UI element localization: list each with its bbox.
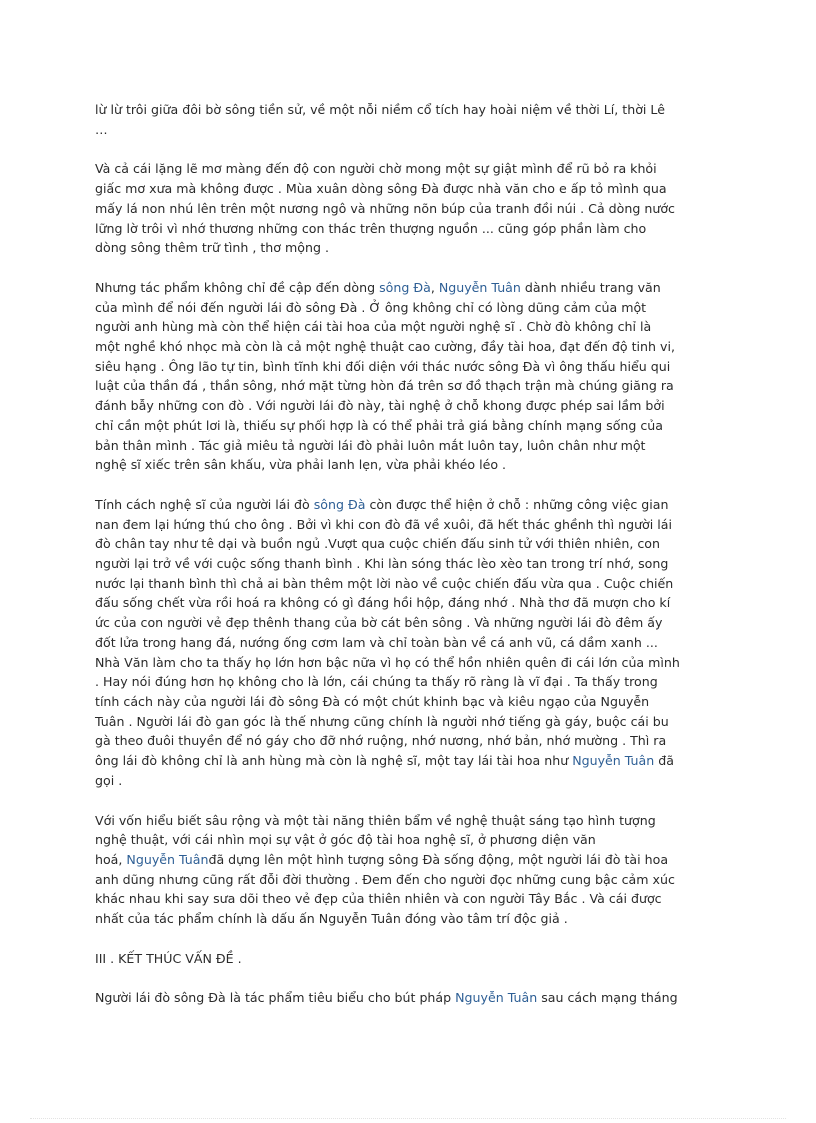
text-line [95, 238, 720, 258]
text-line [95, 278, 720, 298]
text-line [95, 653, 720, 673]
text-run: ông lái đò không chỉ là anh hùng mà còn là nghệ sĩ, một tay lái tài hoa như [95, 753, 573, 769]
text-run: đò chân tay như tê dại và buồn ngủ .Vượt qua cuộc chiến đấu sinh tử với thiên nhiên, con [95, 536, 660, 552]
text-line [95, 376, 720, 396]
text-run: nan đem lại hứng thú cho ông . Bởi vì khi con đò đã về xuôi, đã hết thác ghềnh thì người lái [95, 516, 672, 532]
text-run: siêu hạng . Ông lão tự tin, bình tĩnh khi đối diện với thác nước sông Đà vì ông thấu hiểu qui [95, 358, 671, 374]
paragraph [95, 278, 720, 475]
text-line [95, 534, 720, 554]
text-line [95, 613, 720, 633]
document-page [95, 100, 720, 1028]
text-run: luật của thần đá , thần sông, nhớ mặt từng hòn đá trên sơ đồ thạch trận mà chúng giăng ra [95, 378, 674, 394]
text-run: Tính cách nghệ sĩ của người lái đò [95, 496, 314, 512]
text-run: dòng sông thêm trữ tình , thơ mộng . [95, 240, 329, 256]
text-run: sau cách mạng tháng [537, 990, 678, 1006]
text-run: đánh bẫy những con đò . Với người lái đò này, tài nghệ ở chỗ khong được phép sai lầm bởi [95, 398, 665, 414]
text-line [95, 219, 720, 239]
text-line [95, 889, 720, 909]
text-line [95, 692, 720, 712]
section-heading [95, 949, 720, 969]
text-run: anh dũng nhưng cũng rất đỗi đời thường . Đem đến cho người đọc những cung bậc cảm xúc [95, 871, 675, 887]
text-line [95, 949, 720, 969]
text-run: đã dựng lên một hình tượng sông Đà sống động, một người lái đò tài hoa [208, 851, 669, 867]
text-line [95, 199, 720, 219]
text-run: người lại trở về với cuộc sống thanh bình . Khi làn sóng thác lèo xèo tan trong trí nhớ, song [95, 556, 669, 572]
text-run: mấy lá non nhú lên trên một nương ngô và những nõn búp của tranh đồi núi . Cả dòng nước [95, 200, 675, 216]
paragraph [95, 811, 720, 929]
text-line [95, 712, 720, 732]
text-run: khác nhau khi say sưa dõi theo vẻ đẹp của thiên nhiên và con người Tây Bắc . Và cái được [95, 891, 662, 907]
page-bottom-rule [30, 1118, 786, 1119]
paragraph [95, 159, 720, 258]
text-line [95, 416, 720, 436]
text-run: của mình để nói đến người lái đò sông Đà . Ở ông không chỉ có lòng dũng cảm của một [95, 299, 647, 315]
text-line [95, 515, 720, 535]
inline-link[interactable]: Nguyễn Tuân [126, 851, 209, 867]
text-run: Với vốn hiểu biết sâu rộng và một tài năng thiên bẩm về nghệ thuật sáng tạo hình tượng [95, 812, 656, 828]
text-line [95, 436, 720, 456]
text-run: nhất của tác phẩm chính là dấu ấn Nguyễn Tuân đóng vào tâm trí độc giả . [95, 911, 568, 927]
text-run: gọi . [95, 772, 123, 788]
text-run: bản thân mình . Tác giả miêu tả người lái đò phải luôn mắt luôn tay, luôn chân như một [95, 437, 646, 453]
inline-link[interactable]: sông Đà [379, 279, 431, 295]
text-run: III . KẾT THÚC VẤN ĐỀ . [95, 950, 242, 966]
text-line [95, 870, 720, 890]
text-line [95, 159, 720, 179]
text-line [95, 337, 720, 357]
text-line [95, 672, 720, 692]
text-run: . Hay nói đúng hơn họ không cho là lớn, cái chúng ta thấy rõ ràng là vĩ đại . Ta thấy trong [95, 674, 658, 690]
inline-link[interactable]: Nguyễn Tuân [438, 279, 521, 295]
text-run: Nhưng tác phẩm không chỉ đề cập đến dòng [95, 279, 380, 295]
text-run: chỉ cần một phút lơi là, thiếu sự phối hợp là có thể phải trả giá bằng chính mạng sống của [95, 417, 664, 433]
text-run: đốt lửa trong hang đá, nướng ống cơm lam và chỉ toàn bàn về cá anh vũ, cá dầm xanh ... [95, 634, 658, 650]
text-run: nghệ sĩ xiếc trên sân khấu, vừa phải lanh lẹn, vừa phải khéo léo . [95, 457, 507, 473]
text-line [95, 811, 720, 831]
text-run: nghệ thuật, với cái nhìn mọi sự vật ở góc độ tài hoa nghệ sĩ, ở phương diện văn [95, 832, 596, 848]
text-run: dành nhiều trang văn [520, 279, 661, 295]
text-line [95, 593, 720, 613]
text-line [95, 495, 720, 515]
text-line [95, 396, 720, 416]
text-run: Nhà Văn làm cho ta thấy họ lớn hơn bậc nữa vì họ có thể hồn nhiên quên đi cái lớn của mình [95, 654, 680, 670]
text-line [95, 771, 720, 791]
text-run: lừ lừ trôi giữa đôi bờ sông tiền sử, về một nỗi niềm cổ tích hay hoài niệm về thời Lí, thời Lê [95, 102, 665, 117]
text-run: Tuân . Người lái đò gan góc là thế nhưng cũng chính là người nhớ tiếng gà gáy, buộc cái bu [95, 713, 669, 729]
text-line [95, 850, 720, 870]
text-line [95, 179, 720, 199]
text-run: tính cách này của người lái đò sông Đà có một chút khinh bạc và kiêu ngạo của Nguyễn [95, 693, 650, 709]
paragraph [95, 988, 720, 1008]
text-line [95, 988, 720, 1008]
text-line [95, 455, 720, 475]
text-run: Và cả cái lặng lẽ mơ màng đến độ con người chờ mong một sự giật mình để rũ bỏ ra khỏi [95, 161, 657, 177]
text-run: đấu sống chết vừa rồi hoá ra không có gì đáng hồi hộp, đáng nhớ . Nhà thơ đã mượn cho kí [95, 595, 671, 611]
text-line [95, 554, 720, 574]
paragraph [95, 100, 720, 139]
text-line [95, 633, 720, 653]
text-line [95, 120, 720, 140]
text-run: , [430, 279, 439, 295]
text-run: lững lờ trôi vì nhớ thương những con thác trên thượng nguồn ... cũng góp phần làm cho [95, 220, 647, 236]
text-run: nước lại thanh bình thì chả ai bàn thêm một lời nào về cuộc chiến đấu vừa qua . Cuộc chiến [95, 575, 674, 591]
text-run: gà theo đuôi thuyền để nó gáy cho đỡ nhớ ruộng, nhớ nương, nhớ bản, nhớ mường . Thì ra [95, 733, 667, 749]
text-line [95, 909, 720, 929]
text-line [95, 317, 720, 337]
text-run: hoá, [95, 851, 127, 867]
text-run: một nghề khó nhọc mà còn là cả một nghệ thuật cao cường, đầy tài hoa, đạt đến độ tinh vi, [95, 339, 675, 355]
text-line [95, 751, 720, 771]
text-run: … [95, 121, 108, 137]
text-run: người anh hùng mà còn thể hiện cái tài hoa của một người nghệ sĩ . Chờ đò không chỉ là [95, 319, 652, 335]
inline-link[interactable]: sông Đà [313, 496, 366, 512]
text-run: còn được thể hiện ở chỗ : những công việc gian [365, 496, 669, 512]
text-run: đã [654, 753, 674, 769]
inline-link[interactable]: Nguyễn Tuân [572, 753, 655, 769]
inline-link[interactable]: Nguyễn Tuân [455, 990, 538, 1006]
text-run: giấc mơ xưa mà không được . Mùa xuân dòng sông Đà được nhà văn cho e ấp tỏ mình qua [95, 181, 667, 197]
text-run: ức của con người vẻ đẹp thênh thang của bờ cát bên sông . Và những người lái đò đêm ấy [95, 615, 663, 631]
paragraph [95, 495, 720, 791]
text-run: Người lái đò sông Đà là tác phẩm tiêu biểu cho bút pháp [95, 990, 456, 1006]
text-line [95, 298, 720, 318]
text-line [95, 574, 720, 594]
text-line [95, 100, 720, 120]
text-line [95, 731, 720, 751]
text-line [95, 830, 720, 850]
text-line [95, 357, 720, 377]
